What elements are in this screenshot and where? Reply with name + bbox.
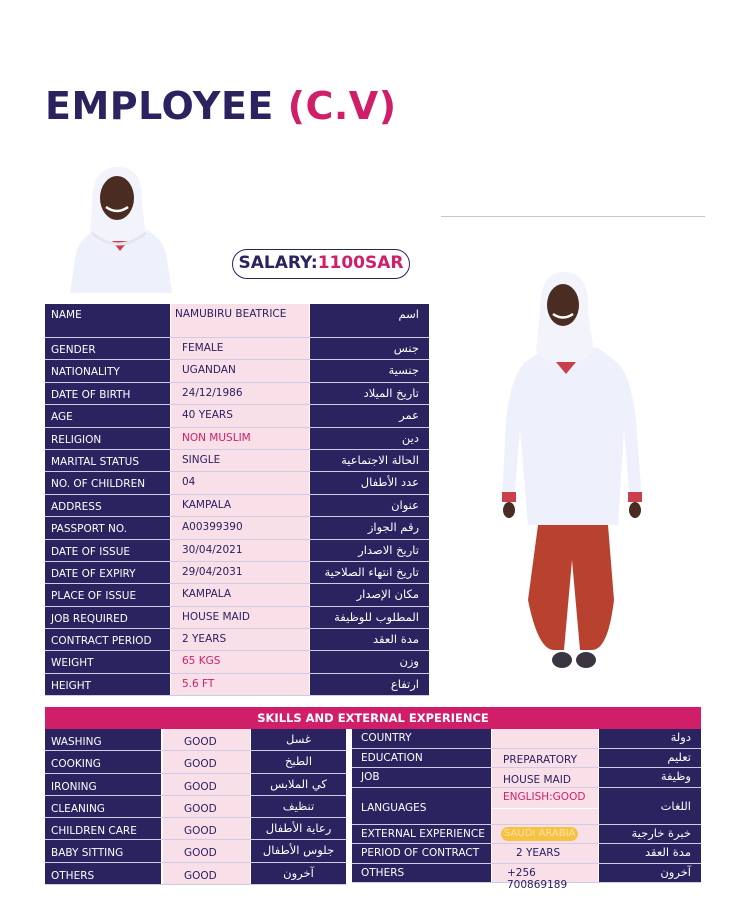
personal-info-table (45, 304, 429, 696)
exp-arabic-label: خبرة خارجية (599, 825, 701, 844)
skill-arabic-label: الطبخ (251, 751, 346, 772)
skill-value: GOOD (161, 863, 251, 884)
row-arabic-label: جنسية (310, 360, 429, 381)
portrait-photo (62, 163, 180, 293)
table-row (352, 749, 701, 769)
row-value: 04 (170, 472, 310, 493)
skill-arabic-label: غسل (251, 729, 346, 750)
row-value: KAMPALA (170, 584, 310, 605)
table-row (45, 405, 429, 427)
row-arabic-label: مدة العقد (310, 629, 429, 650)
table-row (45, 360, 429, 382)
skill-arabic-label: جلوس الأطفال (251, 840, 346, 861)
cell-divider (492, 808, 598, 809)
exp-arabic-label: مدة العقد (599, 844, 701, 863)
exp-arabic-label: دولة (599, 729, 701, 748)
row-arabic-label: مكان الإصدار (310, 584, 429, 605)
full-body-photo (498, 270, 648, 675)
skill-value: GOOD (161, 840, 251, 861)
row-label: GENDER (45, 338, 170, 359)
table-row (45, 818, 346, 840)
row-arabic-label: عدد الأطفال (310, 472, 429, 493)
table-row (45, 796, 346, 818)
table-row (352, 825, 701, 845)
skill-value: GOOD (161, 796, 251, 817)
exp-label: PERIOD OF CONTRACT (352, 844, 491, 863)
row-label: MARITAL STATUS (45, 450, 170, 471)
row-arabic-label: جنس (310, 338, 429, 359)
exp-value (491, 729, 599, 748)
skill-value: GOOD (161, 751, 251, 772)
table-row (352, 729, 701, 749)
divider-line (441, 216, 705, 217)
row-arabic-label: تاريخ الميلاد (310, 383, 429, 404)
row-arabic-label: تاريخ الاصدار (310, 540, 429, 561)
table-row (45, 450, 429, 472)
row-label: NO. OF CHILDREN (45, 472, 170, 493)
skill-value: GOOD (161, 818, 251, 839)
exp-value: 2 YEARS (491, 844, 599, 863)
skills-section-header: SKILLS AND EXTERNAL EXPERIENCE (45, 707, 701, 729)
table-row (45, 540, 429, 562)
highlighted-value: SAUDI ARABIA (501, 827, 578, 841)
row-arabic-label: تاريخ انتهاء الصلاحية (310, 562, 429, 583)
skill-value: GOOD (161, 729, 251, 750)
row-label: HEIGHT (45, 674, 170, 695)
row-value: NAMUBIRU BEATRICE (170, 304, 310, 337)
row-label: DATE OF BIRTH (45, 383, 170, 404)
table-row (45, 651, 429, 673)
skill-label: COOKING (45, 751, 161, 772)
row-label: ADDRESS (45, 495, 170, 516)
row-value: HOUSE MAID (170, 607, 310, 628)
skill-arabic-label: رعاية الأطفال (251, 818, 346, 839)
exp-label: COUNTRY (352, 729, 491, 748)
salary-badge (232, 249, 410, 279)
exp-value: HOUSE MAID (491, 768, 599, 787)
row-arabic-label: وزن (310, 651, 429, 672)
exp-label: EXTERNAL EXPERIENCE (352, 825, 491, 844)
row-value: 5.6 FT (170, 674, 310, 695)
table-row (45, 338, 429, 360)
table-row (45, 304, 429, 338)
row-value: 2 YEARS (170, 629, 310, 650)
page-title (45, 84, 397, 128)
exp-value-cell (491, 788, 599, 824)
skills-table (45, 729, 346, 885)
row-value: A00399390 (170, 517, 310, 538)
row-arabic-label: رقم الجواز (310, 517, 429, 538)
row-value: SINGLE (170, 450, 310, 471)
table-row (45, 428, 429, 450)
row-label: NAME (45, 304, 170, 337)
title-accent: (C.V) (287, 84, 397, 128)
row-arabic-label: الحالة الاجتماعية (310, 450, 429, 471)
table-row (352, 864, 701, 891)
row-label: DATE OF ISSUE (45, 540, 170, 561)
table-row (45, 607, 429, 629)
salary-label: SALARY: (238, 253, 318, 273)
skill-label: IRONING (45, 774, 161, 795)
row-value: 30/04/2021 (170, 540, 310, 561)
table-row (45, 863, 346, 885)
salary-value: 1100SAR (317, 253, 404, 273)
row-label: PLACE OF ISSUE (45, 584, 170, 605)
skill-label: BABY SITTING (45, 840, 161, 861)
experience-table (352, 729, 701, 891)
skill-label: WASHING (45, 729, 161, 750)
table-row (45, 495, 429, 517)
row-value: 65 KGS (170, 651, 310, 672)
row-label: PASSPORT NO. (45, 517, 170, 538)
row-label: JOB REQUIRED (45, 607, 170, 628)
exp-arabic-label: وظيفة (599, 768, 701, 787)
table-row (45, 472, 429, 494)
row-label: WEIGHT (45, 651, 170, 672)
row-arabic-label: عنوان (310, 495, 429, 516)
row-value: 24/12/1986 (170, 383, 310, 404)
table-row (45, 383, 429, 405)
row-arabic-label: عمر (310, 405, 429, 426)
exp-label: JOB (352, 768, 491, 787)
skill-arabic-label: كي الملابس (251, 774, 346, 795)
exp-arabic-label: اللغات (599, 788, 701, 824)
exp-arabic-label: آخرون (599, 864, 701, 883)
table-row (45, 729, 346, 751)
row-label: DATE OF EXPIRY (45, 562, 170, 583)
skill-label: CHILDREN CARE (45, 818, 161, 839)
row-label: RELIGION (45, 428, 170, 449)
skill-label: CLEANING (45, 796, 161, 817)
exp-value-cell (491, 825, 599, 844)
row-label: CONTRACT PERIOD (45, 629, 170, 650)
exp-label: OTHERS (352, 864, 491, 883)
skill-label: OTHERS (45, 863, 161, 884)
table-row (45, 840, 346, 862)
table-row (45, 751, 346, 773)
exp-arabic-label: تعليم (599, 749, 701, 768)
exp-label: LANGUAGES (352, 788, 491, 824)
row-value: UGANDAN (170, 360, 310, 381)
table-row (45, 674, 429, 696)
exp-value: PREPARATORY (491, 749, 599, 768)
row-arabic-label: المطلوب للوظيفة (310, 607, 429, 628)
table-row (45, 584, 429, 606)
table-row (45, 562, 429, 584)
row-arabic-label: ارتفاع (310, 674, 429, 695)
row-value: 29/04/2031 (170, 562, 310, 583)
table-row (45, 774, 346, 796)
table-row (352, 788, 701, 825)
skill-arabic-label: تنظيف (251, 796, 346, 817)
exp-value: +256 700869189 (491, 864, 599, 883)
table-row (45, 517, 429, 539)
table-row (352, 768, 701, 788)
row-value: 40 YEARS (170, 405, 310, 426)
row-value: KAMPALA (170, 495, 310, 516)
row-label: AGE (45, 405, 170, 426)
row-value: NON MUSLIM (170, 428, 310, 449)
row-arabic-label: اسم (310, 304, 429, 337)
row-arabic-label: دين (310, 428, 429, 449)
table-row (352, 844, 701, 864)
exp-label: EDUCATION (352, 749, 491, 768)
table-row (45, 629, 429, 651)
title-main: EMPLOYEE (45, 84, 288, 128)
row-label: NATIONALITY (45, 360, 170, 381)
skill-value: GOOD (161, 774, 251, 795)
exp-value: ENGLISH:GOOD (503, 790, 586, 803)
row-value: FEMALE (170, 338, 310, 359)
skill-arabic-label: آخرون (251, 863, 346, 884)
